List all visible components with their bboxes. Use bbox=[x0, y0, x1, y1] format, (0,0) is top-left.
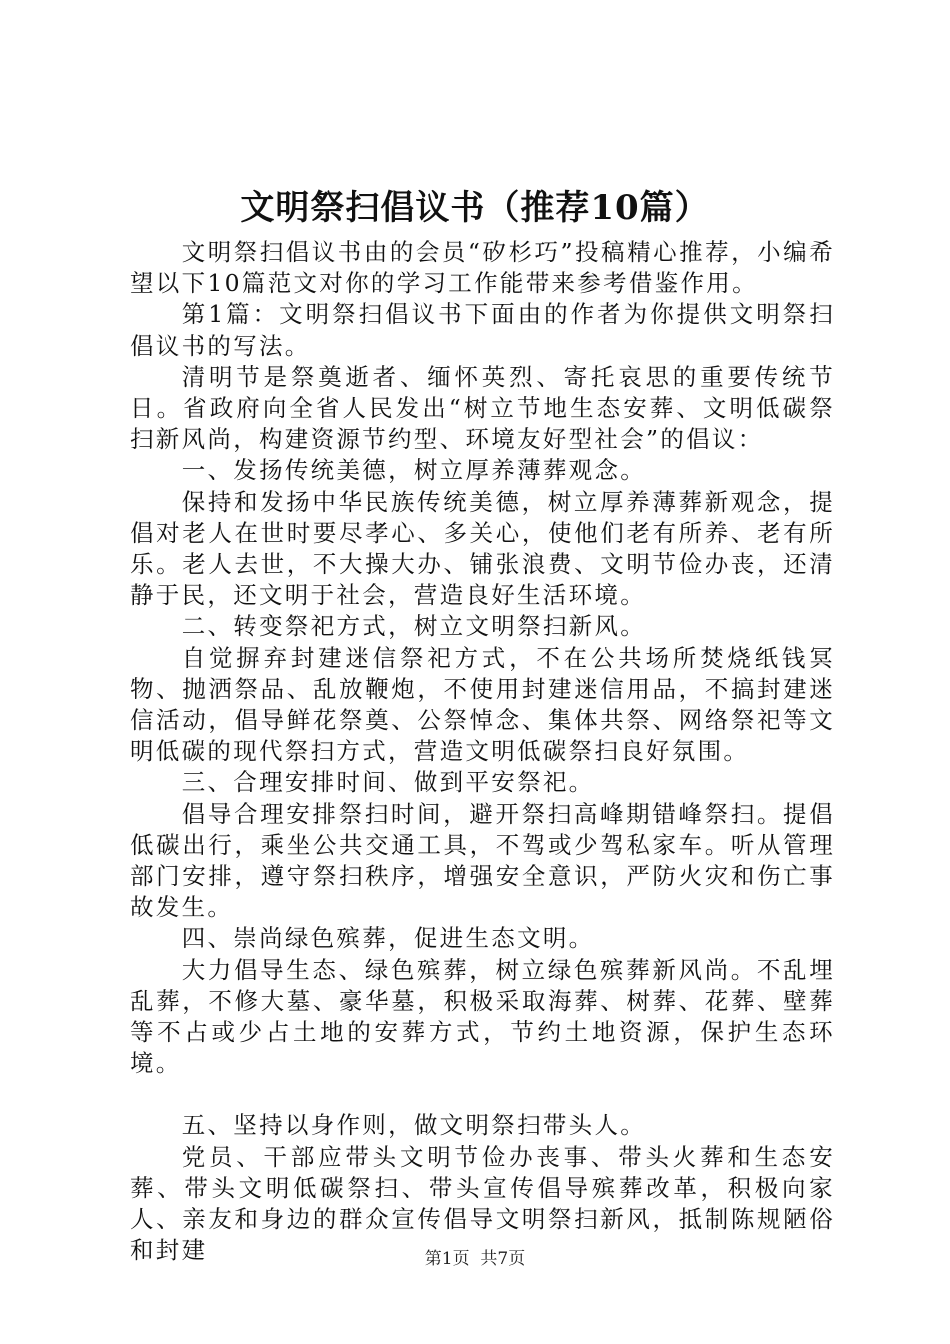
paragraph-section-5: 党员、干部应带头文明节俭办丧事、带头火葬和生态安葬、带头文明低碳祭扫、带头宣传倡导殡葬改革，积极向家人、亲友和身边的群众宣传倡导文明祭扫新风，抵制陈规陋俗和封建 bbox=[130, 1142, 835, 1265]
document-body bbox=[130, 237, 835, 1267]
section-heading-4: 四、崇尚绿色殡葬，促进生态文明。 bbox=[181, 924, 595, 953]
paragraph-section-3: 倡导合理安排祭扫时间，避开祭扫高峰期错峰祭扫。提倡低碳出行，乘坐公共交通工具，不驾或少驾私家车。听从管理部门安排，遵守祭扫秩序，增强安全意识，严防火灾和伤亡事故发生。 bbox=[130, 799, 835, 922]
section-heading-2: 二、转变祭祀方式，树立文明祭扫新风。 bbox=[181, 612, 647, 641]
section-heading-5: 五、坚持以身作则，做文明祭扫带头人。 bbox=[181, 1111, 647, 1140]
paragraph-section-2: 自觉摒弃封建迷信祭祀方式，不在公共场所焚烧纸钱冥物、抛洒祭品、乱放鞭炮，不使用封建迷信用品，不搞封建迷信活动，倡导鲜花祭奠、公祭悼念、集体共祭、网络祭祀等文明低碳的现代祭扫方式，营造文明低碳祭扫良好氛围。 bbox=[130, 643, 835, 766]
document-title: 文明祭扫倡议书（推荐10篇） bbox=[240, 188, 710, 228]
section-heading-1: 一、发扬传统美德，树立厚养薄葬观念。 bbox=[181, 456, 647, 485]
paragraph-part1-heading: 第1篇：文明祭扫倡议书下面由的作者为你提供文明祭扫倡议书的写法。 bbox=[130, 300, 835, 360]
page-number: 第1页 bbox=[424, 1249, 470, 1269]
page-total: 共7页 bbox=[480, 1249, 526, 1269]
paragraph-section-1: 保持和发扬中华民族传统美德，树立厚养薄葬新观念，提倡对老人在世时要尽孝心、多关心，使他们老有所养、老有所乐。老人去世，不大操大办、铺张浪费、文明节俭办丧，还清静于民，还文明于社会，营造良好生活环境。 bbox=[130, 487, 835, 610]
paragraph-intro: 文明祭扫倡议书由的会员“矽杉巧”投稿精心推荐，小编希望以下10篇范文对你的学习工作能带来参考借鉴作用。 bbox=[130, 238, 835, 298]
page-footer bbox=[0, 1247, 950, 1271]
paragraph-section-4: 大力倡导生态、绿色殡葬，树立绿色殡葬新风尚。不乱埋乱葬，不修大墓、豪华墓，积极采取海葬、树葬、花葬、壁葬等不占或少占土地的安葬方式，节约土地资源，保护生态环境。 bbox=[130, 955, 835, 1078]
section-heading-3: 三、合理安排时间、做到平安祭祀。 bbox=[181, 768, 595, 797]
paragraph-qingming: 清明节是祭奠逝者、缅怀英烈、寄托哀思的重要传统节日。省政府向全省人民发出“树立节地生态安葬、文明低碳祭扫新风尚，构建资源节约型、环境友好型社会”的倡议： bbox=[130, 362, 835, 454]
